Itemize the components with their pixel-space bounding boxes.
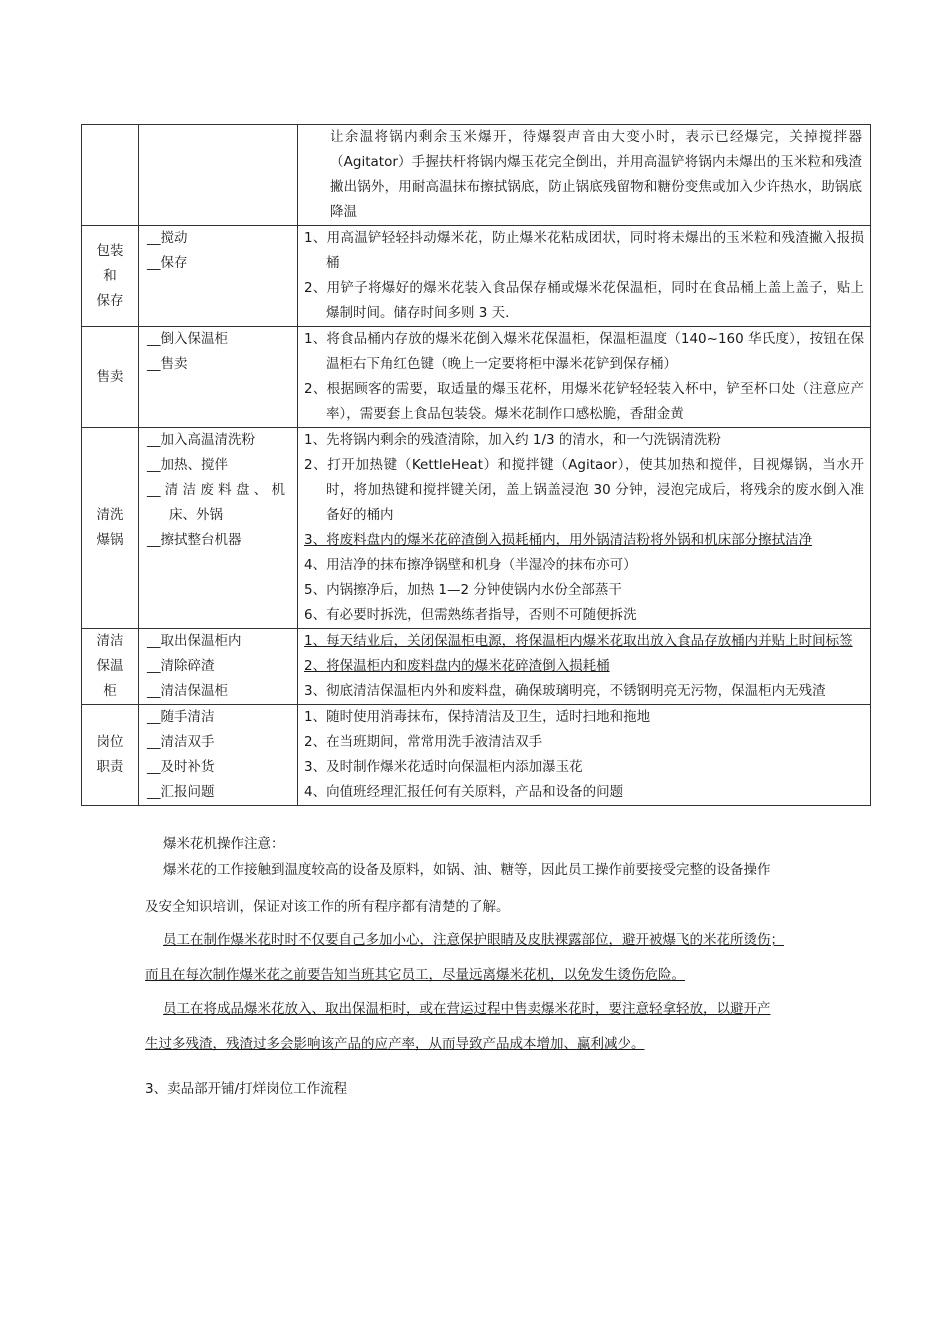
note-paragraph-3-cont: 生过多残渣，残渣过多会影响该产品的应产率，从而导致产品成本增加、赢利减少。 [145,1036,645,1052]
actions-cell: __搅动 __保存 [139,226,298,327]
list-item: 2、在当班期间，常常用洗手液清洁双手 [304,734,543,750]
procedure-table [81,124,871,806]
list-item: 2、将保温柜内和废料盘内的爆米花碎渣倒入损耗桶 [304,658,610,674]
note-paragraph-3: 员工在将成品爆米花放入、取出保温柜时，或在营运过程中售卖爆米花时，要注意轻拿轻放，以避开产 [163,1001,771,1017]
list-item: 2、根据顾客的需要，取适量的爆玉花杯，用爆米花铲轻轻装入杯中，铲至杯口处（注意应产率），需要套上食品包装袋。爆米花制作口感松脆，香甜金黄 [304,381,864,422]
list-item: 3、及时制作爆米花适时向保温柜内添加瀑玉花 [304,759,583,775]
list-item: 1、每天结业后，关闭保温柜电源，将保温柜内爆米花取出放入食品存放桶内并贴上时间标签 [304,633,853,649]
note-paragraph-2-cont: 而且在每次制作爆米花之前要告知当班其它员工，尽量远离爆米花机，以免发生烫伤危险。 [145,967,685,983]
actions-cell: __随手清洁 __清洁双手 __及时补货 __汇报问题 [139,705,298,806]
steps-cell [298,428,871,629]
stage-cell: 清洁 保温 柜 [82,629,139,705]
stage-cell: 清洗 爆锅 [82,428,139,629]
list-item: 1、先将锅内剩余的残渣清除，加入约 1/3 的清水，和一勺洗锅清洗粉 [304,432,721,448]
steps-cell [298,327,871,428]
table-row [82,125,871,226]
list-item: 1、用高温铲轻轻抖动爆米花，防止爆米花粘成团状，同时将未爆出的玉米粒和残渣撇入报损桶 [304,230,864,271]
table-row [82,705,871,806]
table-row [82,629,871,705]
list-item: 1、随时使用消毒抹布，保持清洁及卫生，适时扫地和拖地 [304,709,651,725]
stage-cell: 售卖 [82,327,139,428]
table-row [82,226,871,327]
list-item: 2、打开加热键（KettleHeat）和搅拌键（Agitaor），使其加热和搅伴，目视爆锅，当水开时，将加热键和搅拌键关闭，盖上锅盖浸泡 30 分钟，浸泡完成后，将残余的废水倒入准备好的桶内 [304,457,864,523]
table-row [82,428,871,629]
list-item: 1、将食品桶内存放的爆米花倒入爆米花保温柜，保温柜温度（140~160 华氏度），按钮在保温柜右下角红色键（晚上一定要将柜中瀑米花铲到保存桶） [304,331,864,372]
actions-cell: __取出保温柜内 __清除碎渣 __清洁保温柜 [139,629,298,705]
note-paragraph-1-cont: 及安全知识培训，保证对该工作的所有程序都有清楚的了解。 [145,899,510,915]
continuation-text: 让余温将锅内剩余玉米爆开，待爆裂声音由大变小时，表示已经爆完，关掉搅拌器（Agitator）手握扶杆将锅内爆玉花完全倒出，并用高温铲将锅内未爆出的玉米粒和残渣撇出锅外，用耐高温抹布擦拭锅底，防止锅底残留物和糖份变焦或加入少许热水，助锅底降温 [330,129,862,220]
list-item: 2、用铲子将爆好的爆米花装入食品保存桶或爆米花保温柜，同时在食品桶上盖上盖子，贴上爆制时间。储存时间多则 3 天. [304,280,864,321]
note-paragraph-2: 员工在制作爆米花时时不仅要自己多加小心，注意保护眼睛及皮肤裸露部位，避开被爆飞的米花所烫伤； [163,932,784,948]
stage-cell: 岗位 职责 [82,705,139,806]
stage-cell: 包装 和 保存 [82,226,139,327]
steps-cell [298,629,871,705]
note-paragraph-1: 爆米花的工作接触到温度较高的设备及原料，如锅、油、糖等，因此员工操作前要接受完整的设备操作 [163,862,771,878]
actions-cell [139,125,298,226]
steps-cell [298,226,871,327]
list-item: 6、有必要时拆洗，但需熟练者指导，否则不可随便拆洗 [304,607,637,623]
actions-cell: __加入高温清洗粉 __加热、搅伴 __ 清 洁 废 料 盘 、 机 床、外锅 __擦拭整台机器 [139,428,298,629]
stage-cell [82,125,139,226]
list-item: 4、向值班经理汇报任何有关原料，产品和设备的问题 [304,784,624,800]
notes-title: 爆米花机操作注意： [163,836,285,852]
list-item: 5、内锅擦净后，加热 1—2 分钟使锅内水份全部蒸干 [304,582,622,598]
section-heading: 3、卖品部开铺/打烊岗位工作流程 [145,1081,348,1097]
table-row [82,327,871,428]
list-item: 3、彻底清洁保温柜内外和废料盘，确保玻璃明亮，不锈钢明亮无污物，保温柜内无残渣 [304,683,826,699]
steps-cell [298,705,871,806]
actions-cell: __倒入保温柜 __售卖 [139,327,298,428]
steps-cell [298,125,871,226]
list-item: 4、用洁净的抹布擦净锅壁和机身（半湿冷的抹布亦可） [304,557,637,573]
list-item: 3、将废料盘内的爆米花碎渣倒入损耗桶内，用外锅清洁粉将外锅和机床部分擦拭洁净 [304,532,813,548]
